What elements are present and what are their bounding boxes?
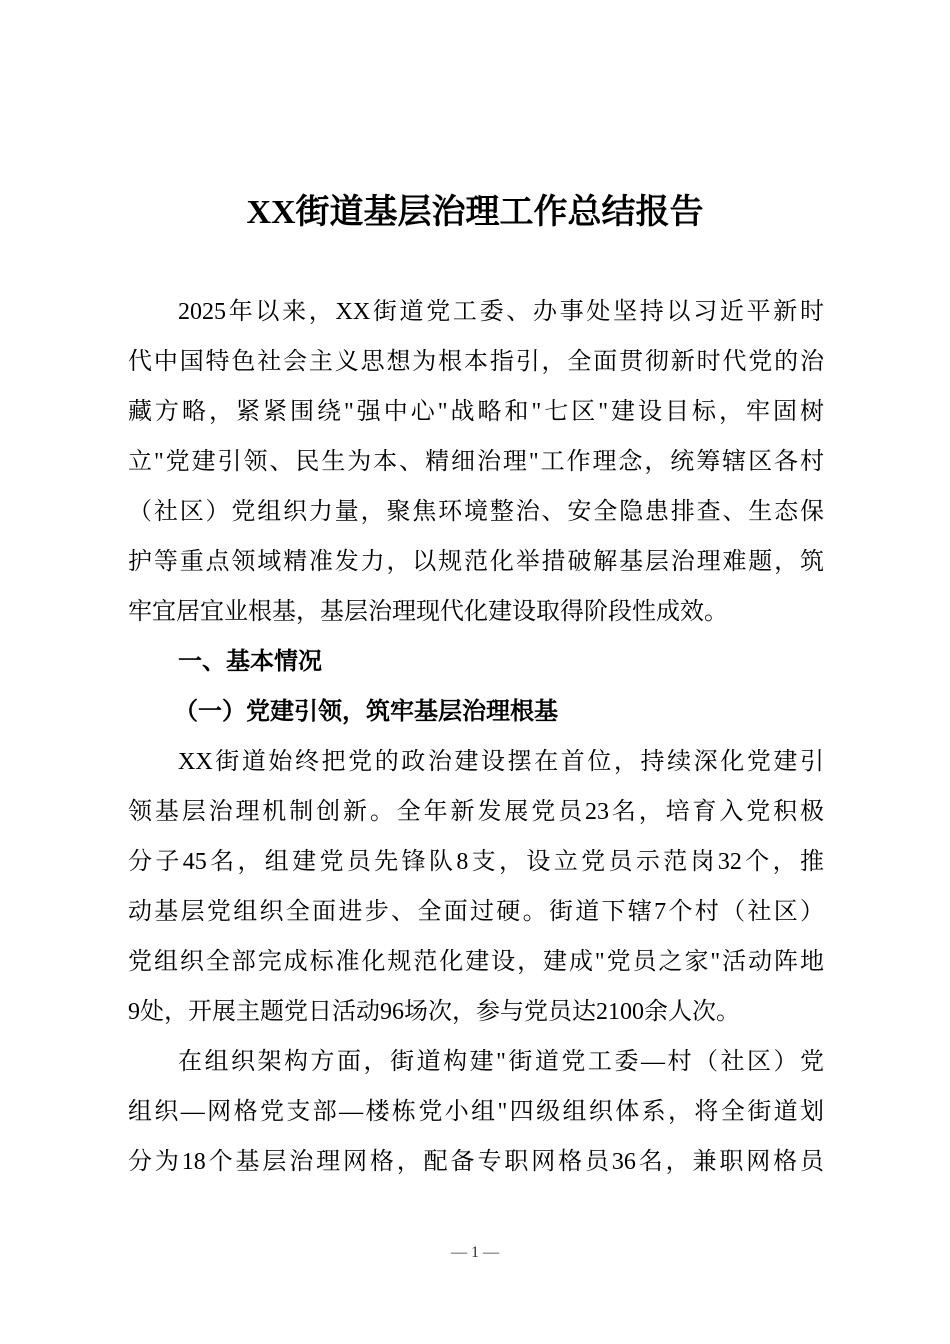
text-line: （一）党建引领，筑牢基层治理根基 bbox=[174, 699, 558, 725]
text-line: 在组织架构方面，街道构建"街道党工委—村（社区）党 bbox=[178, 1049, 824, 1075]
paragraph bbox=[128, 1037, 824, 1187]
document-body bbox=[128, 287, 824, 1187]
document-title: XX街道基层治理工作总结报告 bbox=[246, 194, 704, 231]
text-line: 分子45名，组建党员先锋队8支，设立党员示范岗32个，推 bbox=[128, 849, 824, 875]
paragraph bbox=[128, 737, 824, 1037]
text-line: 9处，开展主题党日活动96场次，参与党员达2100余人次。 bbox=[128, 999, 740, 1025]
text-line: 2025年以来，XX街道党工委、办事处坚持以习近平新时 bbox=[178, 299, 824, 325]
text-line: 一、基本情况 bbox=[178, 649, 322, 675]
section-heading bbox=[128, 637, 824, 687]
text-line: XX街道始终把党的政治建设摆在首位，持续深化党建引 bbox=[178, 749, 824, 775]
text-line: 党组织全部完成标准化规范化建设，建成"党员之家"活动阵地 bbox=[128, 949, 824, 975]
text-line: 护等重点领域精准发力，以规范化举措破解基层治理难题，筑 bbox=[128, 549, 824, 575]
text-line: 立"党建引领、民生为本、精细治理"工作理念，统筹辖区各村 bbox=[128, 449, 824, 475]
page-number: — 1 — bbox=[451, 1244, 499, 1261]
text-line: 组织—网格党支部—楼栋党小组"四级组织体系，将全街道划 bbox=[128, 1099, 824, 1125]
paragraph bbox=[128, 287, 824, 637]
text-line: 领基层治理机制创新。全年新发展党员23名，培育入党积极 bbox=[128, 799, 824, 825]
subsection-heading bbox=[128, 687, 824, 737]
text-line: （社区）党组织力量，聚焦环境整治、安全隐患排查、生态保 bbox=[128, 499, 824, 525]
text-line: 藏方略，紧紧围绕"强中心"战略和"七区"建设目标，牢固树 bbox=[128, 399, 824, 425]
text-line: 动基层党组织全面进步、全面过硬。街道下辖7个村（社区） bbox=[128, 899, 824, 925]
text-line: 牢宜居宜业根基，基层治理现代化建设取得阶段性成效。 bbox=[128, 599, 728, 625]
text-line: 代中国特色社会主义思想为根本指引，全面贯彻新时代党的治 bbox=[128, 349, 824, 375]
text-line: 分为18个基层治理网格，配备专职网格员36名，兼职网格员 bbox=[128, 1149, 824, 1175]
